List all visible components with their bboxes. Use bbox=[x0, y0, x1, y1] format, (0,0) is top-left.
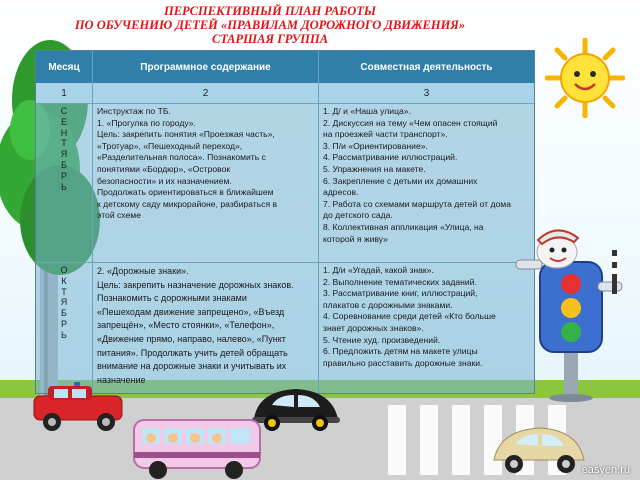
month-letter: Т bbox=[61, 286, 67, 297]
month-letter: Ь bbox=[61, 181, 67, 192]
zebra-stripe bbox=[452, 405, 470, 475]
text-line: Инструктаж по ТБ. bbox=[97, 106, 171, 116]
month-letter: Я bbox=[60, 297, 68, 308]
month-letter: О bbox=[60, 265, 68, 275]
month-letter: К bbox=[61, 275, 67, 286]
text-line: питания». Продолжать учить детей обращать bbox=[97, 347, 288, 358]
header-joint: Совместная деятельность bbox=[319, 51, 534, 83]
month-letter: Т bbox=[61, 138, 67, 149]
text-line: 3. П/и «Ориентирование». bbox=[323, 140, 428, 151]
text-line: к детскому саду микрорайоне, разбираться в bbox=[97, 198, 278, 209]
traffic-light-character bbox=[512, 222, 627, 402]
text-line: правильно расставить дорожные знаки. bbox=[323, 357, 483, 368]
text-line: Познакомить с дорожными знаками bbox=[97, 293, 247, 304]
month-letter: Р bbox=[60, 170, 67, 181]
bus-illustration bbox=[130, 416, 265, 480]
zebra-stripe bbox=[420, 405, 438, 475]
zebra-stripe bbox=[388, 405, 406, 475]
text-line: назначение bbox=[97, 374, 146, 385]
text-line: 4. Рассматривание иллюстраций. bbox=[323, 152, 458, 163]
plan-table bbox=[35, 50, 535, 394]
month-october bbox=[36, 263, 93, 393]
month-letter: Е bbox=[60, 116, 67, 127]
text-line: 8. Коллективная аппликация «Улица, на bbox=[323, 221, 484, 232]
text-line: 1. Д/ и «Наша улица». bbox=[323, 106, 411, 116]
beige-car-illustration bbox=[488, 420, 588, 475]
header-month: Месяц bbox=[36, 51, 93, 83]
text-line: 2. Выполнение тематических заданий. bbox=[323, 276, 477, 287]
text-line: до детского сада. bbox=[323, 210, 393, 221]
month-letter: Ь bbox=[61, 329, 67, 340]
watermark: easyen.ru bbox=[581, 464, 630, 476]
text-line: этой схеме bbox=[97, 210, 141, 221]
text-line: «Пешеходам движение запрещено», «Въезд bbox=[97, 306, 285, 317]
text-line: безопасности» и их назначением. bbox=[97, 175, 232, 186]
text-line: «Тротуар», «Пешеходный переход», bbox=[97, 140, 243, 151]
text-line: 2. Дискуссия на тему «Чем опасен стоящий bbox=[323, 117, 498, 128]
red-car-illustration bbox=[28, 378, 128, 433]
month-letter: Н bbox=[60, 127, 68, 138]
month-letter: Б bbox=[61, 159, 67, 170]
text-line: адресов. bbox=[323, 187, 359, 198]
sun-illustration bbox=[545, 38, 625, 118]
month-letter: Я bbox=[60, 149, 68, 160]
text-line: 1. «Прогулка по городу». bbox=[97, 117, 196, 128]
text-line: понятиями «Бордюр», «Островок bbox=[97, 163, 231, 174]
text-line: 6. Предложить детям на макете улицы bbox=[323, 346, 478, 357]
column-number: 1 bbox=[36, 83, 93, 104]
text-line: 3. Рассматривание книг, иллюстраций, bbox=[323, 288, 478, 299]
text-line: которой я живу» bbox=[323, 233, 388, 244]
text-line: запрещён», «Место стоянки», «Телефон», bbox=[97, 320, 275, 331]
text-line: «Движение прямо, направо, налево», «Пункт bbox=[97, 333, 286, 344]
month-september bbox=[36, 104, 93, 263]
header-program: Программное содержание bbox=[93, 51, 319, 83]
text-line: 4. Соревнование среди детей «Кто больше bbox=[323, 311, 496, 322]
text-line: 5. Упражнения на макете. bbox=[323, 163, 426, 174]
program-september bbox=[93, 104, 319, 263]
month-letter: Б bbox=[61, 308, 67, 319]
column-number: 3 bbox=[319, 83, 534, 104]
text-line: 1. Д/и «Угадай, какой знак». bbox=[323, 265, 434, 275]
joint-september bbox=[319, 104, 534, 263]
text-line: на проезжей части транспорт». bbox=[323, 129, 448, 140]
text-line: «Разделительная полоса». Познакомить с bbox=[97, 152, 266, 163]
page-title bbox=[35, 4, 505, 46]
text-line: 2. «Дорожные знаки». bbox=[97, 266, 189, 276]
month-letter: С bbox=[60, 106, 68, 116]
joint-october bbox=[319, 263, 534, 393]
text-line: 5. Чтение худ. произведений. bbox=[323, 334, 441, 345]
text-line: плакатов с дорожными знаками. bbox=[323, 299, 453, 310]
text-line: Продолжать ориентироваться в ближайшем bbox=[97, 187, 274, 198]
title-line-3: СТАРШАЯ ГРУППА bbox=[211, 32, 329, 46]
text-line: Цель: закрепить понятия «Проезжая часть», bbox=[97, 129, 275, 140]
month-letter: Р bbox=[60, 318, 67, 329]
text-line: 7. Работа со схемами маршрута детей от дома bbox=[323, 198, 511, 209]
column-number: 2 bbox=[93, 83, 319, 104]
title-line-2: ПО ОБУЧЕНИЮ ДЕТЕЙ «ПРАВИЛАМ ДОРОЖНОГО ДВИЖЕНИЯ» bbox=[74, 18, 466, 32]
text-line: 6. Закрепление с детьми их домашних bbox=[323, 175, 478, 186]
text-line: Цель: закрепить назначение дорожных знаков. bbox=[97, 279, 294, 290]
text-line: внимание на дорожные знаки и учитывать их bbox=[97, 361, 287, 372]
text-line: знает дорожных знаков». bbox=[323, 322, 424, 333]
program-october bbox=[93, 263, 319, 393]
title-line-1: ПЕРСПЕКТИВНЫЙ ПЛАН РАБОТЫ bbox=[163, 4, 377, 18]
